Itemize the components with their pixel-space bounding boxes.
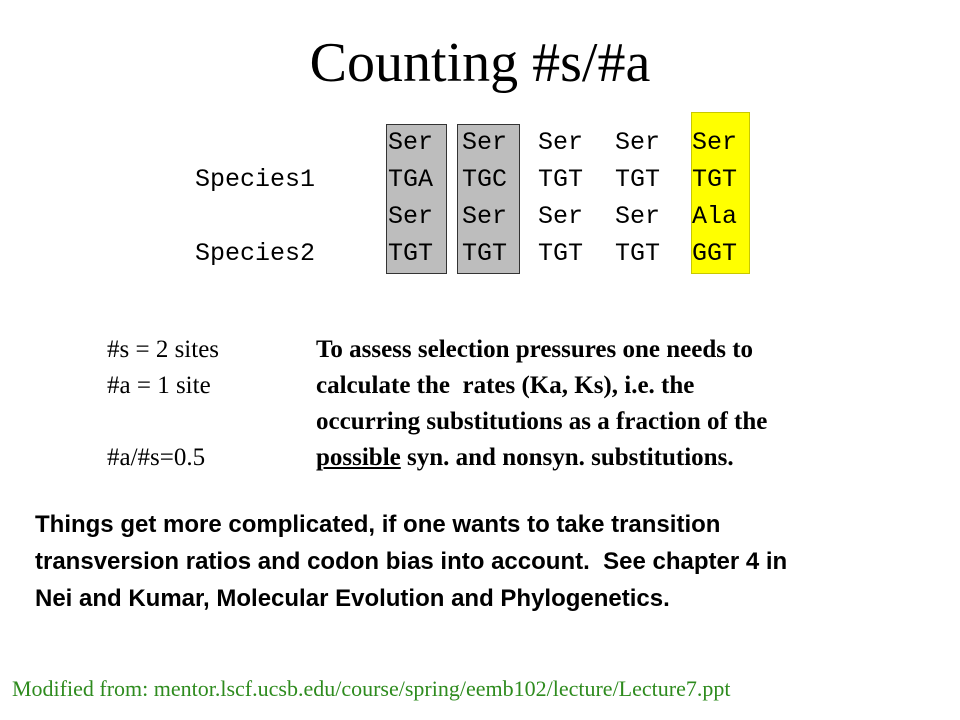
codon-cell: Ser: [462, 128, 508, 157]
codon-cell: TGT: [462, 239, 508, 268]
alignment-row-3: [195, 198, 755, 235]
complications-paragraph: [35, 506, 935, 617]
explanation-line-4-rest: syn. and nonsyn. substitutions.: [400, 444, 734, 471]
codon-cell: Ser: [615, 202, 661, 231]
alignment-row-4: [195, 235, 755, 272]
selection-explanation: [316, 332, 926, 476]
explanation-line-2: calculate the rates (Ka, Ks), i.e. the: [316, 372, 695, 399]
explanation-line-1: To assess selection pressures one needs to: [316, 336, 754, 363]
codon-cell: TGA: [388, 165, 434, 194]
codon-cell: TGT: [538, 165, 584, 194]
slide-title: Counting #s/#a: [309, 32, 651, 94]
paragraph-line-1: Things get more complicated, if one wants to take transition: [35, 511, 721, 538]
synonymous-count: #s = 2 sites: [107, 336, 220, 363]
codon-cell: Ser: [692, 128, 738, 157]
codon-cell: Ser: [538, 128, 584, 157]
codon-cell: Ser: [388, 128, 434, 157]
paragraph-line-3: Nei and Kumar, Molecular Evolution and Phylogenetics.: [35, 585, 670, 612]
source-footer: Modified from: mentor.lscf.ucsb.edu/course/spring/eemb102/lecture/Lecture7.ppt: [12, 676, 731, 701]
nonsynonymous-count: #a = 1 site: [107, 372, 211, 399]
codon-cell: GGT: [692, 239, 738, 268]
alignment-row-2: [195, 161, 755, 198]
codon-cell: TGC: [462, 165, 508, 194]
codon-cell: TGT: [692, 165, 738, 194]
codon-cell: Ser: [538, 202, 584, 231]
codon-cell: TGT: [388, 239, 434, 268]
codon-cell: Ser: [388, 202, 434, 231]
alignment-row-1: [195, 124, 755, 161]
codon-cell: Ser: [615, 128, 661, 157]
codon-alignment: [195, 124, 738, 309]
paragraph-line-2: transversion ratios and codon bias into account. See chapter 4 in: [35, 548, 788, 575]
possible-underlined: possible: [316, 444, 401, 471]
codon-cell: TGT: [615, 239, 661, 268]
codon-cell: TGT: [615, 165, 661, 194]
codon-cell: Ser: [462, 202, 508, 231]
count-spacer: [107, 404, 219, 440]
row-label: Species1: [195, 165, 316, 194]
explanation-line-4: [316, 440, 926, 476]
codon-cell: Ala: [692, 202, 738, 231]
explanation-line-3: occurring substitutions as a fraction of the: [316, 408, 768, 435]
ratio-value: #a/#s=0.5: [107, 444, 206, 471]
row-label: Species2: [195, 239, 316, 268]
site-counts: [107, 332, 219, 476]
codon-cell: TGT: [538, 239, 584, 268]
